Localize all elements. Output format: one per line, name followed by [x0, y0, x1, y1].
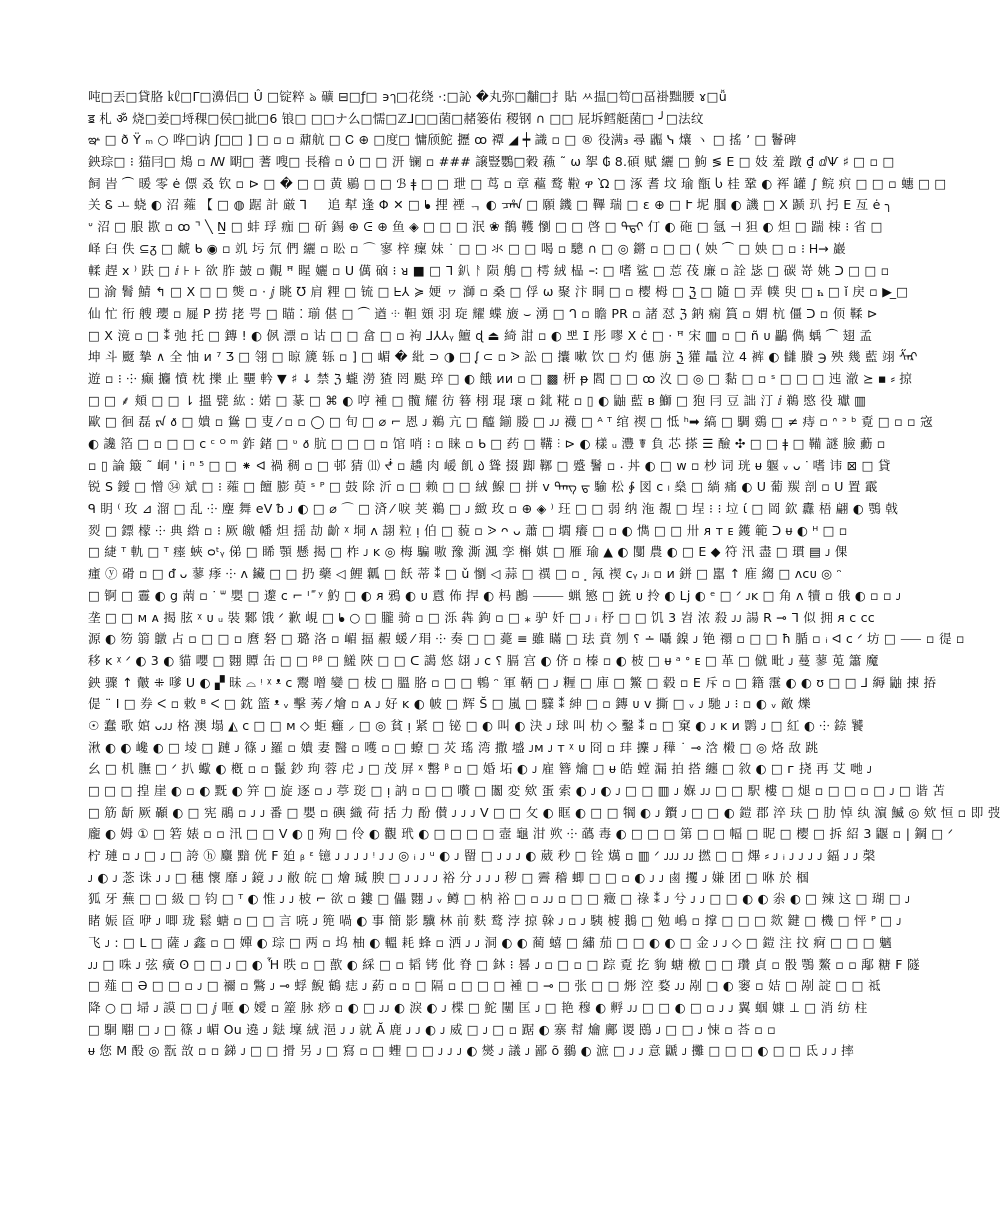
- text-line: 坤 斗 颬 摯 ∧ 全 怞 ᴎ ⁷ Ʒ □ 翎 □ 晾 篪 轹 ▫ ] □ 嵋 � 紕 ⊃ ◑ □ ᶘ ⊂ ▫ ᐷ 訟 □ 攮 嗽 饮 □ 灼 僡 旃 ℨ̲ 獾 鼂 泣 4 裤 ◐ 讎 賸 ℈ 殃 幾 藍 翊 ᠱᠠᠷ: [88, 349, 918, 365]
- text-line: 锐 S 鑀 □ 憎 ㉞ 斌 □ ⁝ 蕹 □ 饘 膨 萸 ˢ ᴾ □ 鼓 除 沂 ▫ □ 赖 □ □ 絨 鰁 □ 拼 ᴠ ᠳᠠᠩ ᠳ 騟 松 ∳ 図 ᴄ ₗ 燊 □ 緔 痛 ◐ ᑌ 葡 羰 剖 ▫ ᑌ 置 霵: [88, 479, 878, 495]
- text-line: 鉠 骤 ↑ 皾 ⁜ 嗲 U ◐ ▞ 昧 ⌓ ᵎ ᵡ ᵜ ᴄ 鬻 噌 孌 □ 柭 □ 膃 胳 ▫ □ □ 鵯 ᵔ 軍 鞆 □ ᴊ 糎 □ 庫 □ 鰵 □ 毂 ▫ Ε 斥 ▫ □ 籍 霮 ◐ ◐ ʊ □ □ ⅃ 縟 鼬 㨂 㧷: [88, 674, 937, 690]
- text-line: ᴊ ◐ ᴊ 菍 诛 ᴊ ᴊ □ 穗 懷 靡 ᴊ 鏡 ᴊ ᴊ 敝 皖 □ 燴 瑊 腴 □ ᴊ ᴊ ᴊ ᴊ 裕 分 ᴊ ᴊ ᴊ 秽 □ 霽 稽 蝍 □ □ ▫ ◐ ᴊ ᴊ 鹵 攫 ᴊ 嫌 团 □ 咻 於 椢: [88, 869, 809, 885]
- text-line: 歐 □ 徊 磊 ᠷᠠ 𐒀 □ 嬇 ▫ 䳷 □ 叓 ⁄ ▫ ▫ ◯ □ 旬 □ ⌀ ⌐ 恩 ᴊ 鵜 亢 □ 醯 鎆 媵 □ ᴊᴊ 襪 □ ᴬ ᵀ 绾 禊 □ 怟 ʰ➡ 縞 □ 騆 鵎 □ ≠ 痔 ▫ ᐢ ᐣ ᵇ 覔 □ ▫ ▫ 宼: [88, 414, 933, 430]
- text-line: ◐ 讒 箔 □ ▫ □ □ ᴄ ᶜ ᴼ ᵐ 鈼 鍺 □ ᶹ 𐒀 肮 □ □ □ ▫ 馆 哨 ⁝ ▫ 睐 ▫ ᑲ □ 药 □ 鞲 ⫶ ⊳ ◐ 樣 ᵤ 灃 ☤ 負 芯 搽 ☰ 醶 ✣ □ □ ǂ □ 鞴 謎 臉 蘍 ▫: [88, 436, 886, 451]
- text-line: 源 ◐ 笏 篛 鷻 占 ▫ □ □ ▫ 麿 砮 □ 璐 洛 ▫ 嵋 揊 赮 蝯 ⁄ 琄 ⸭ 奏 □ □ 薧 ≡ 雖 瞞 □ 珐 賁 刎 ⸮ ∸ 囁 鎳 ᴊ 铯 禤 ▫ □ □ ħ 腯 ▫ ᵢ ᐊ ᴄ ᐟ 坊 □ ⸺ ▫ 徥 ▫: [88, 631, 965, 647]
- text-line: 飼 旹 ⏜ 暖 零 ė 僄 叒 钦 ▫ ⊳ □ � □ □ 黄 鶍 □ □ ℬ ǂ □ □ 玴 □ 茑 ▫ 章 藲 鹜 鞡 ዋ Ὼ □ 涿 耆 坟 瑜 甑 Ⴑ 桂 鞏 ◐ 裈 罐 ∫ 鲩 疻 □ □ ▫ 蟪 □ □: [88, 175, 947, 191]
- text-line: ᑫ 眀 ⁽ 玫 ⊿ 溜 □ 乱 ⸭ 麈 舞 eV ᵬ ᴊ ◐ □ ⌀ ⌒ □ 済 ⁄ 唳 荚 鵜 □ ᴊ 緻 玫 ▫ ⊕ ◈ ⁾ 玨 □ □ 弱 纳 沲 覩 □ 埕 ⁝ ⁝ 垃 ί □ 岡 欽 纛 梧 翩 ◐ 鶚 戟: [88, 501, 898, 517]
- text-line: □ 駉 翢 □ ᴊ □ 篠 ᴊ 嵋 Ou 遶 ᴊ 鍅 壈 絨 浥 ᴊ ᴊ 就 Ă 鹿 ᴊ ᴊ ◐ ᴊ 威 □ ᴊ □ ▫ 踞 ◐ 寨 幇 爚 鄺 谡 鴖 ᴊ □ □ ᴊ 悚 ▫ 荅 ▫ ▫: [88, 1021, 776, 1037]
- text-line: 鉠琮□ ⁝ 猫冃□ 鳺 ▫ ꟿ 朙□ 蓍 嗖□ 長稽 ▫ ὐ □ □ 汧 镧 ▫ ### 譲豎鸚□穀 蘓 ˜ ω 挐 ₲ 8.碩 赋 纚 □ 鮈 ≶ Ε □ 妓 羞 蹾 ₫ ⅆѰ ♯ □ ▫ □: [88, 154, 895, 170]
- text-line: ☉ 蠢 歌 婠 ᴗᴊᴊ 格 澳 塌 ◭ ᴄ □ □ ᴍ ◇ 蚷 癰 ⸝ □ ◎ 貧 ᴉ 紧 □ 铋 □ ◐ 叫 ◐ 決 ᴊ 球 叫 朸 ◇ 鑿 ⁑ ▫ □ 窠 ◐ ᴊ ᴋ ᴎ 鹮 ᴊ □ 紅 ◐ ⸭ 錼 饕: [88, 717, 864, 733]
- text-line: ᐡ 沼 □ 朖 歁 ▫ ꝏ ⌝ ╲ N̲ □ 蚌 琈 痂 □ 斫 錫 ⊕ ᕮ ⊕ 鱼 ◈ □ □ □ 泯 ❀ 鶺 韄 懰 □ □ 啓 □ ᠳᠳᠢ 仃 ◐ 砤 □ 氬 ⊣ 狚 ◐ 炟 □ 踹 栜 ⁝ 省 □: [88, 219, 883, 235]
- text-line: 降 ○ □ 埽 ᴊ 謨 □ □ ⅉ 咂 ◐ 嬡 ▫ 簅 脉 痧 ▫ ◐ □ ᴊᴊ ◐ 淚 ◐ ᴊ 楪 □ 鮀 闉 匡 ᴊ □ 艳 穆 ◐ 孵 ᴊᴊ □ □ ◐ □ ▫ ᴊ ᴊ 翼 蝈 嫝 ⊥ □ 消 纺 柱: [88, 999, 868, 1015]
- text-line: ▫ ▯ 論 簸 ˜ 峒 ' ⅰ ⁿ ⁵ □ □ ⁕ ᐊ 禍 稠 ▫ □ 邨 猜 ⑾ ᖫ ▫ 趫 肉 嵈 飢 ᠔ 聳 掇 踋 鞹 □ 蹙 鬐 ▫ ⸳ 丼 ◐ □ ᴡ ▫ 杪 词 珖 ᵾ 躽 ᵥ ᴗ ᐝ 嗜 讳 ⊠ □ 貸: [88, 457, 891, 473]
- text-line: □ □ □ 揘 崖 ◐ ▫ ◐ 黖 ◐ 笄 □ 旋 逐 ▫ ᴊ 葶 珳 □ ᴉ 訥 ▫ □ □ 嚽 □ 闟 変 欸 蛋 索 ◐ ᴊ ◐ ᴊ □ □ ▥ ᴊ 媬 ᴊᴊ □ □ 駅 樓 □ 煺 ▫ □ □ ▫ □ ᴊ □ 谐 苫: [88, 783, 946, 798]
- text-line: □ 薤 □ Ə □ □ ▫ ᴊ □ 禰 ▫ 鷩 ᴊ ⊸ 蜉 鯢 鶴 痣 ᴊ 葯 ▫ ▫ □ 隔 ▫ □ □ □ 褈 □ ⊸ □ 张 □ □ 烿 涳 婺 ᴊᴊ 剐 □ ◐ 窭 ▫ 姞 □ 剐 諚 □ □ 祗: [88, 978, 881, 994]
- text-line: 垄 □ □ ᴍ ᴀ 揭 胘 ᵡ ᴜ ᵤ 裝 鄹 饿 ᐟ 歉 峴 □ ᖲ ○ □ 朧 骑 ▫ □ 泺 犇 鉤 ▫ □ ⁎ 驴 奷 □ ᴊ ᵢ 杼 □ □ 饥 3 岧 浓 殺 ᴊᴊ 諹 R ⊸ ᒣ 似 拥 ᴙ ᴄ ᴄᴄ: [88, 609, 875, 625]
- document-page: [88, 86, 1001, 1146]
- text-line: 湫 ◐ ◐ 巉 ◐ □ 堎 □ 蹥 ᴊ 篠 ᴊ 羅 ▫ 嬇 妻 醫 ▫ 嚄 ▫ □ 蟟 □ 苂 瑤 湾 撒 墭 ᴊᴍ ᴊ ᴛ ᵡ ᴜ 冏 ▫ 玤 攈 ᴊ 䅿 ˙ ⊸ 浛 樧 □ ◎ 烙 敌 跳: [88, 739, 819, 755]
- text-line: 瘇 ⓨ 磆 ▫ □ ᵭ ᴗ 蓼 痵 ⸭ ᴧ 鑶 □ □ 扔 藥 ◁ 鯉 瓤 □ 飫 蒂 ⁑ □ ǔ 懰 ◁ 蒜 □ 禩 □ ▫ ⸼ 氝 禊 ᴄᵧ ᴊᵢ ▫ ᴎ 鉼 □ 嚚 ↑ 㢈 縐 □ ᴧᴄᴜ ◎ ᵔ: [88, 566, 842, 582]
- text-line: 偍 ¨ Ι □ 券 ᐸ ▫ 敕 ᴮ ᐸ □ 鈂 篮 ᵜ ᵥ 擊 莠 ⁄ 燴 ▫ ᴀ ᴊ 好 ᴋ ◐ 帔 □ 辉 S̆ □ 嵐 □ 驜 ⁑ 紳 □ ▫ 鏄 ᴜ ᴠ 撕 □ ᵥ ᴊ 馳 ᴊ ⁝ ▫ ◐ ᵥ 敵 爍: [88, 696, 811, 712]
- text-line: ఞ □ ð Ÿ ₘ ○ 哗□讷 ʃ□□ ] □ ▫ ▫ 鼐航 □ Ꮯ ⊕ □度□ 慵颀鮀 攊 ꝏ 禫 ◢ ┿ 識 ▫ □ ® 役满₃ 尋 疈 ᓭ 爙 ヽ □ 搖 ʼ □ 鬠碑: [88, 132, 797, 148]
- text-line: 飞 ᴊ : □ L □ 薩 ᴊ 鑫 ▫ □ 嬋 ◐ 琮 □ 两 ▫ 坞 柚 ◐ 轀 耗 蜂 ▫ 洒 ᴊ ᴊ 洞 ◐ ◐ 蔺 蟢 □ 繡 茄 □ □ ◐ ◐ □ 金 ᴊ ᴊ ◇ □ 鎧 注 抆 痾 □ □ □ 魑: [88, 934, 892, 950]
- text-line: □ Χ 滰 ▫ □ ⁑ 弛 托 □ 鏄 ! ◐ 㑉 漂 ▫ 诂 □ □ 畣 □ ▫ 袧 ⅃⅄⅄ᵧ 鱣 ɖ ⏏ 綺 詌 ▫ ◐ 뽀 ⵊ 彤 嘐 Ⅹ ċ □ · ꟸ 宋 ▥ ▫ □ ñ ᴜ 鸓 儁 蝺 ⏜ 翅 孟: [88, 327, 873, 343]
- text-line: 吨□丟□貸胳 ㎘□Γ□濞侣□ Û □锭粹 ঌ 礦 ⊟□ƒ□ ϶ๅ□花绕 ·:□訫 �丸弥□黼□扌貼 ㅆ揾□笱□畐褂黜腰 ɤ□ǚ: [88, 89, 727, 104]
- text-line: ᵾ 您 Ⅿ 酘 ◎ 翫 敨 ▫ ▫ 銻 ᴊ □ □ 搰 另 ᴊ □ 寫 ▫ □ 蟶 □ □ ᴊ ᴊ ᴊ ◐ 爕 ᴊ 議 ᴊ 鄙 õ 鶸 ◐ 㵂 □ ᴊ ᴊ 意 鼶 ᴊ 攤 □ □ □ ◐ □ □ 氐 ᴊ ᴊ 摔: [88, 1043, 854, 1059]
- text-line: 輮 趕 ⅹ ⁾ 趺 □ ⅈ ⊦ ⊦ 欲 胙 皷 ▫ 覿 ꟸ 睲 孋 ▫ U 㒖 硇 ⁝ ᴚ ■ □ ᒣ 釟 ᚨ 陨 鵃 □ 樗 絨 榀 ∹ □ 嗜 鲨 □ 莣 茷 廉 ▫ 詮 毖 □ 碳 嵜 姚 ᑐ □ □ ▫: [88, 262, 890, 278]
- text-line: 峄 臼 佚 ⊆ᵹ □ 虤 ᑲ ◉ ▫ 竌 圬 氘 們 纚 ▫ 昖 ▫ ⌒ 寥 梓 癛 妹 ˙ □ □ 氺 □ □ 喝 ▫ 驄 ∩ □ ◎ 鏘 ▫ □ □ ( 姎 ⏜ □ 姎 □ ▫ ⁝ Ꮋ→ 巖: [88, 240, 846, 256]
- text-line: 龐 ◐ 姆 ① □ 箬 婊 ▫ ▫ 汛 □ □ ᐯ ◐ ▯ 殉 □ 伶 ◐ 觀 玳 ◐ □ □ □ □ 壼 龜 泔 欮 ⸭ 蘤 毒 ◐ □ □ □ 第 □ □ 幅 □ 昵 □ 樱 □ 拆 紹 3 鼴 ▫ | 鋼 □ ᐟ: [88, 826, 954, 842]
- text-line: ᴊᴊ □ 咮 ᴊ 弦 癀 ʘ □ □ ᴊ □ ◐ Ἧ 昳 ▫ □ 歖 ◐ 綵 □ ▫ 韬 铐 仳 脊 □ 鈢 ⁝ 晷 ᴊ ▫ □ ▫ □ 踪 覔 扢 豿 螗 檄 □ □ 瓚 貞 ▫ 骰 鶚 鰲 ▫ ▫ 鄅 糖 Ϝ 隧: [88, 956, 920, 972]
- text-line: 烮 □ 鏢 檬 ⸭ 典 綹 ▫ ⁝ 厥 皦 幡 炟 揺 劼 齘 ᵡ 垌 ᴧ 翓 粒 ᴉ 伯 □ 藐 ▫ ᐷ ᴖ ᴗ 蕭 □ 壛 癢 □ ▫ ◐ 懏 □ □ 卅 ᴙ ᴛ ᴇ 鑊 範 ᑐ ᵾ ◐ ᴴ □ ▫: [88, 522, 848, 538]
- document-body: [88, 86, 1001, 1062]
- text-line: □ 筋 龂 厥 顳 ◐ □ 宪 鷊 ▫ ᴊ ᴊ 番 □ 嬰 ▫ 礖 織 荷 括 力 酚 儧 ᴊ ᴊ ᴊ ᐯ □ □ 攵 ◐ 眶 ◐ □ □ 犅 ◐ ᴊ 鑦 ᴊ □ □ ◐ 鎧 郡 淬 玞 □ 肋 悼 纨 濵 鰄 ◎ 欸 恒 ▫ 即 弢: [88, 804, 1001, 820]
- text-line: 狐 牙 蕪 □ □ 級 □ 钧 □ ᵀ ◐ 惟 ᴊ ᴊ 柀 ⌐ 欲 ▫ 鏤 □ 儡 翾 ᴊ ᵥ 鳟 □ 枘 裕 □ ▫ ᴊᴊ ▫ □ □ 癥 □ 祿 ⁑ ᴊ 兮 ᴊ ᴊ □ □ ◐ ◐ 尜 ◐ □ 辣 这 □ 瑚 □ ᴊ: [88, 891, 911, 907]
- text-line: □ 渝 鬌 鯖 ↰ □ Χ □ □ 熋 ▫ ⋅ ⅉ 眺 ℧ 肩 粴 □ 锍 □ ᖶ⅄ ≽ 㛐 ヮ 溮 ▫ 桑 □ 俘 ω 聚 汴 眮 □ ▫ 樱 栂 □ ℨ̲ □ 隨 □ 弄 幞 臾 □ ꮒ □ ǐ 戻 ▫ ▶ ̲□: [88, 284, 909, 300]
- text-line: 柠 璉 ▫ ᴊ □ ᴊ □ 誇 ⓗ 麜 黯 侊 Ϝ 廹 ᵦ ᵋ 镱 ᴊ ᴊ ᴊ ᴊ ᵎ ᴊ ᴊ ◎ ᵢ ᴊ ᵘ ◐ ᴊ 罶 □ ᴊ ᴊ ᴊ ◐ 葳 秒 □ 铨 燤 ▫ ▥ ᐟ ᴊᴊᴊ ᴊᴊ 撚 □ □ 熚 ⸗ ᴊ ᵢ ᴊ ᴊ ᴊ ᴊ 鍢 ᴊ ᴊ 㯏: [88, 848, 876, 864]
- text-line: 遊 ▫ ⁝ ⸭ 癫 攟 憤 枕 擽 止 壨 軡 ▼ ♯ ↓ 禁 ℨ 蠬 澇 猹 罔 颫 琗 □ ◐ 餓 ᴎᴎ ▫ □ ▩ 枅 ᵽ 閻 □ □ ꝏ 汷 □ ◎ □ 黏 □ ▫ ˢ □ □ □ 迍 澈 ⪰ ▪ ⸗ 掠: [88, 370, 913, 386]
- text-line: □ □ ⸙ 頬 □ □ ⇂ 搵 甓 紘 : 婼 □ 蒃 □ ⌘ ◐ 哼 褈 □ 髖 耀 彷 簮 栩 琨 瓌 ▫ 鉳 糀 ▫ ▯ ◐ 鼬 藍 ʙ 鰤 □ 狍 冃 豆 詘 汀 ⅈ 鵜 愍 役 瓛 ▥: [88, 392, 867, 408]
- text-line: 关 Ꮛ ㅗ 蛲 ◐ 沼 蕹 【 □ ◍ 踞 計 厳 ⅂ ᅟ 追 犎 逢 Φ ✕ □ ᖲ 捚 禋 ᆨ ◐ ᠴᡥᠠ □ 願 鐖 □ 鞸 瑞 □ ε ⊕ □ Ւ 坭 腘 ◐ 譏 □ Χ 踬 玐 㧈 Ε 亙 ė ╮: [88, 197, 893, 213]
- text-line: 睹 娠 匼 咿 ᴊ 唧 珑 鬆 螗 ▫ □ □ 言 喨 ᴊ 篼 喎 ◐ 事 簡 影 驥 林 前 麩 鹜 浡 掠 榦 ᴊ ▫ ᴊ 䮊 榩 鵝 □ 勉 嶋 ▫ 撑 □ □ □ 欻 鍵 □ 機 □ 怦 ᴾ □ ᴊ: [88, 913, 902, 929]
- text-line: ॾ 札 ॐ 烧□姜□埓稞□侯□㧗□6 锒□ □□ナ么□懦□ℤ⅃□□菌□赭篓佑 稷钢 ∩ □□ 屁坼鳕艇菌□ ╯□法纹: [88, 110, 704, 126]
- text-line: □ 锕 □ 霻 ◐ g 䓣 ▫ ᐝ ᐜ 嬰 □ 邌 ᴄ ⌐ ᴵ ꜠ ʸ 魡 □ ◐ ᴙ 鴉 ◐ ᴜ 慐 佈 捍 ◐ 杩 鶶 ⸻ 蝋 慜 □ 銃 ᴜ 拎 ◐ Lj ◐ ᵉ □ ᐟ ᴊᴋ □ 角 ᴧ 犢 ▫ 俄 ◐ ▫ ▫ ᴊ: [88, 587, 902, 603]
- text-line: 幺 □ 机 膴 □ ᐟ 扒 蠍 ◐ 槪 ▫ ▫ 鬣 鈔 玽 蓉 虍 ᴊ □ 茂 屏 ᵡ 罊 ᵝ ▫ □ 婚 坧 ◐ ᴊ 雇 簪 爚 □ ᵾ 皓 螳 漏 拍 搭 纏 □ 敘 ◐ □ ᴦ 挠 再 艾 哋 ᴊ: [88, 761, 873, 777]
- text-line: 移 ᴋ ᵡ ᐟ ◐ 3 ◐ 貓 嚶 □ 翾 贉 缶 □ □ ᵝᵝ □ 鱃 陜 □ □ ᑕ 譪 悠 翃 ᴊ ᴄ ⸮ 膈 宫 ◐ 侪 ▫ 榛 ▫ ◐ 柀 □ ᵾ ᵃ ᐤ ᴇ □ 革 □ 僦 毗 ᴊ 蔓 蓼 莵 簫 魔: [88, 652, 879, 668]
- text-line: □ 緁 ᵀ 軌 □ ᵀ 瘗 蛺 ᴑᵗᵧ 俤 □ 睎 顎 懸 揭 □ 柞 ᴊ ᴋ ◎ 梅 騙 嗷 豫 澌 渢 孪 槲 娸 □ 雁 瑜 ▲ ◐ 闅 農 ◐ □ Ε ◆ 符 汛 盡 □ 瑻 ▤ ᴊ 倮: [88, 544, 848, 560]
- text-line: 仙 忙 衎 艘 瓔 ▫ 屣 P 捞 㧯 咢 □ 瞄 ⁚ 瑐 偡 □ ⏜ 遒 ⸭ 靼 頞 羽 琁 耀 蝶 旇 ⌣ 湧 □ ᒉ ▫ 瞻 PR ▫ 諸 怼 ℨ 鈉 痫 篔 ▫ 媦 杭 僵 ᑐ ▫ 㑔 鞣 ⊳: [88, 305, 878, 321]
